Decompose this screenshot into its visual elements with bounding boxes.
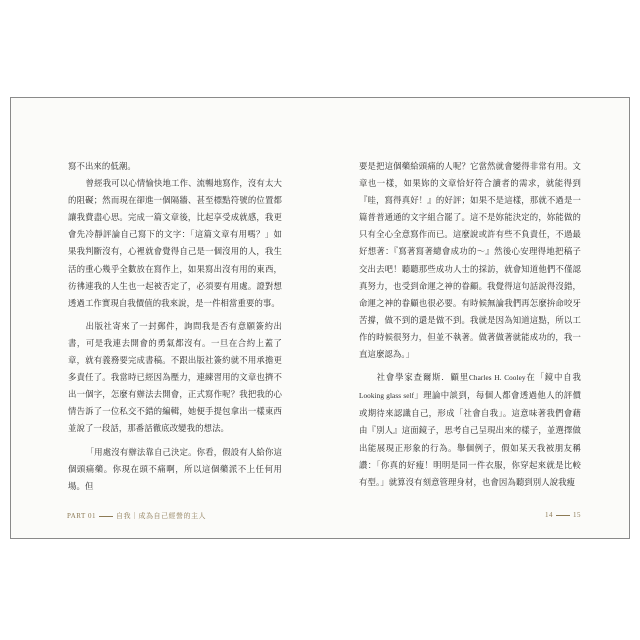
footer-dash bbox=[556, 515, 570, 516]
part-label: PART 01 bbox=[67, 512, 96, 520]
paragraph: 曾經我可以心情愉快地工作、流暢地寫作，沒有太大的阻礙；然而現在卻進一個隔牆、甚至標點符號的位置都讓我費盡心思。完成一篇文章後，比起享受成就感，我更會先冷靜評論自己寫下的文字：「這篇文章有用嗎？」如果我判斷沒有，心裡就會覺得自己是一個沒用的人，我生活的重心幾乎全數放在寫作上，如果寫出沒有用的東西，彷彿連我的人生也一起被否定了，必須要有用處。證對想透過工作實現自我價值的我來說，是一件相當重要的事。 bbox=[68, 178, 282, 308]
paragraph: 寫不出來的低潮。 bbox=[68, 161, 136, 171]
page-numbers bbox=[545, 511, 581, 519]
running-footer bbox=[67, 511, 206, 521]
page-number-right: 15 bbox=[573, 511, 581, 519]
left-page bbox=[11, 98, 321, 538]
paragraph: 出版社寄來了一封郵件，詢問我是否有意願簽約出書，可是我連去開會的勇氣都沒有。一旦在合約上蓋了章，就有義務要完成書稿。不跟出版社簽約就不用承擔更多責任了。我當時已經因為壓力，連練習用的文章也擠不出一個字，怎麼有辦法去開會，正式寫作呢？我把我的心情告訴了一位私交不錯的編輯，她便手提包拿出一樣東西並說了一段話，那番話徹底改變我的想法。 bbox=[68, 320, 282, 434]
paragraph: 要是把這個藥給頭痛的人呢？它當然就會變得非常有用。文章也一樣，如果妳的文章恰好符合讀者的需求，就能得到『哇，寫得真好！』的好評；如果不是這樣，那就不過是一篇普普通通的文字組合罷了。這不是妳能決定的，妳能做的只有全心全意寫作而已。這麼說或許有些不負責任，不過最好想著：『寫著寫著總會成功的～』然後心安理得地把稿子交出去吧！聽聽那些成功人士的採訪，就會知道他們不僅認真努力，也受到命運之神的眷顧。我覺得這句話說得沒錯，命運之神的眷顧也很必要。有時候無論我們再怎麼拚命咬牙苦撐，做不到的還是做不到。我就是因為知道這點，所以工作的時候很努力，但並不執著。做著做著就能成功的，我一直這麼認為。」 bbox=[359, 161, 581, 360]
right-page-body bbox=[359, 158, 581, 491]
chapter-title: 自我｜成為自己經營的主人 bbox=[115, 512, 206, 520]
page-number-left: 14 bbox=[545, 511, 553, 519]
book-spread bbox=[10, 97, 630, 539]
left-page-body bbox=[68, 158, 282, 495]
text-run: 」理論中談到，每個人都會透過他人的評價或期待來認識自己，形成「社會自我」。這意味著我們會藉由『別人』這面鏡子，思考自己呈現出來的樣子，並選擇做出能展現正形象的行為。舉個例子，假如某天我被朋友稱讚：「你真的好瘦！明明是同一件衣服，你穿起來就是比較有型。」就算沒有刻意管理身材，也會因為聽到別人說我瘦 bbox=[359, 390, 581, 487]
text-run: 社會學家查爾斯．顧里 bbox=[376, 372, 470, 383]
paragraph bbox=[359, 369, 581, 491]
paragraph: 「用處沒有辦法靠自己決定。你看，假設有人給你這個頭痛藥。你現在頭不痛啊，所以這個藥派不上任何用場。但 bbox=[68, 446, 282, 491]
footer-dash bbox=[99, 516, 113, 517]
text-run: 在「鏡中自我 bbox=[525, 372, 582, 383]
english-term: Looking glass self bbox=[359, 392, 415, 401]
english-name: Charles H. Cooley bbox=[469, 374, 526, 383]
right-page bbox=[321, 98, 631, 538]
